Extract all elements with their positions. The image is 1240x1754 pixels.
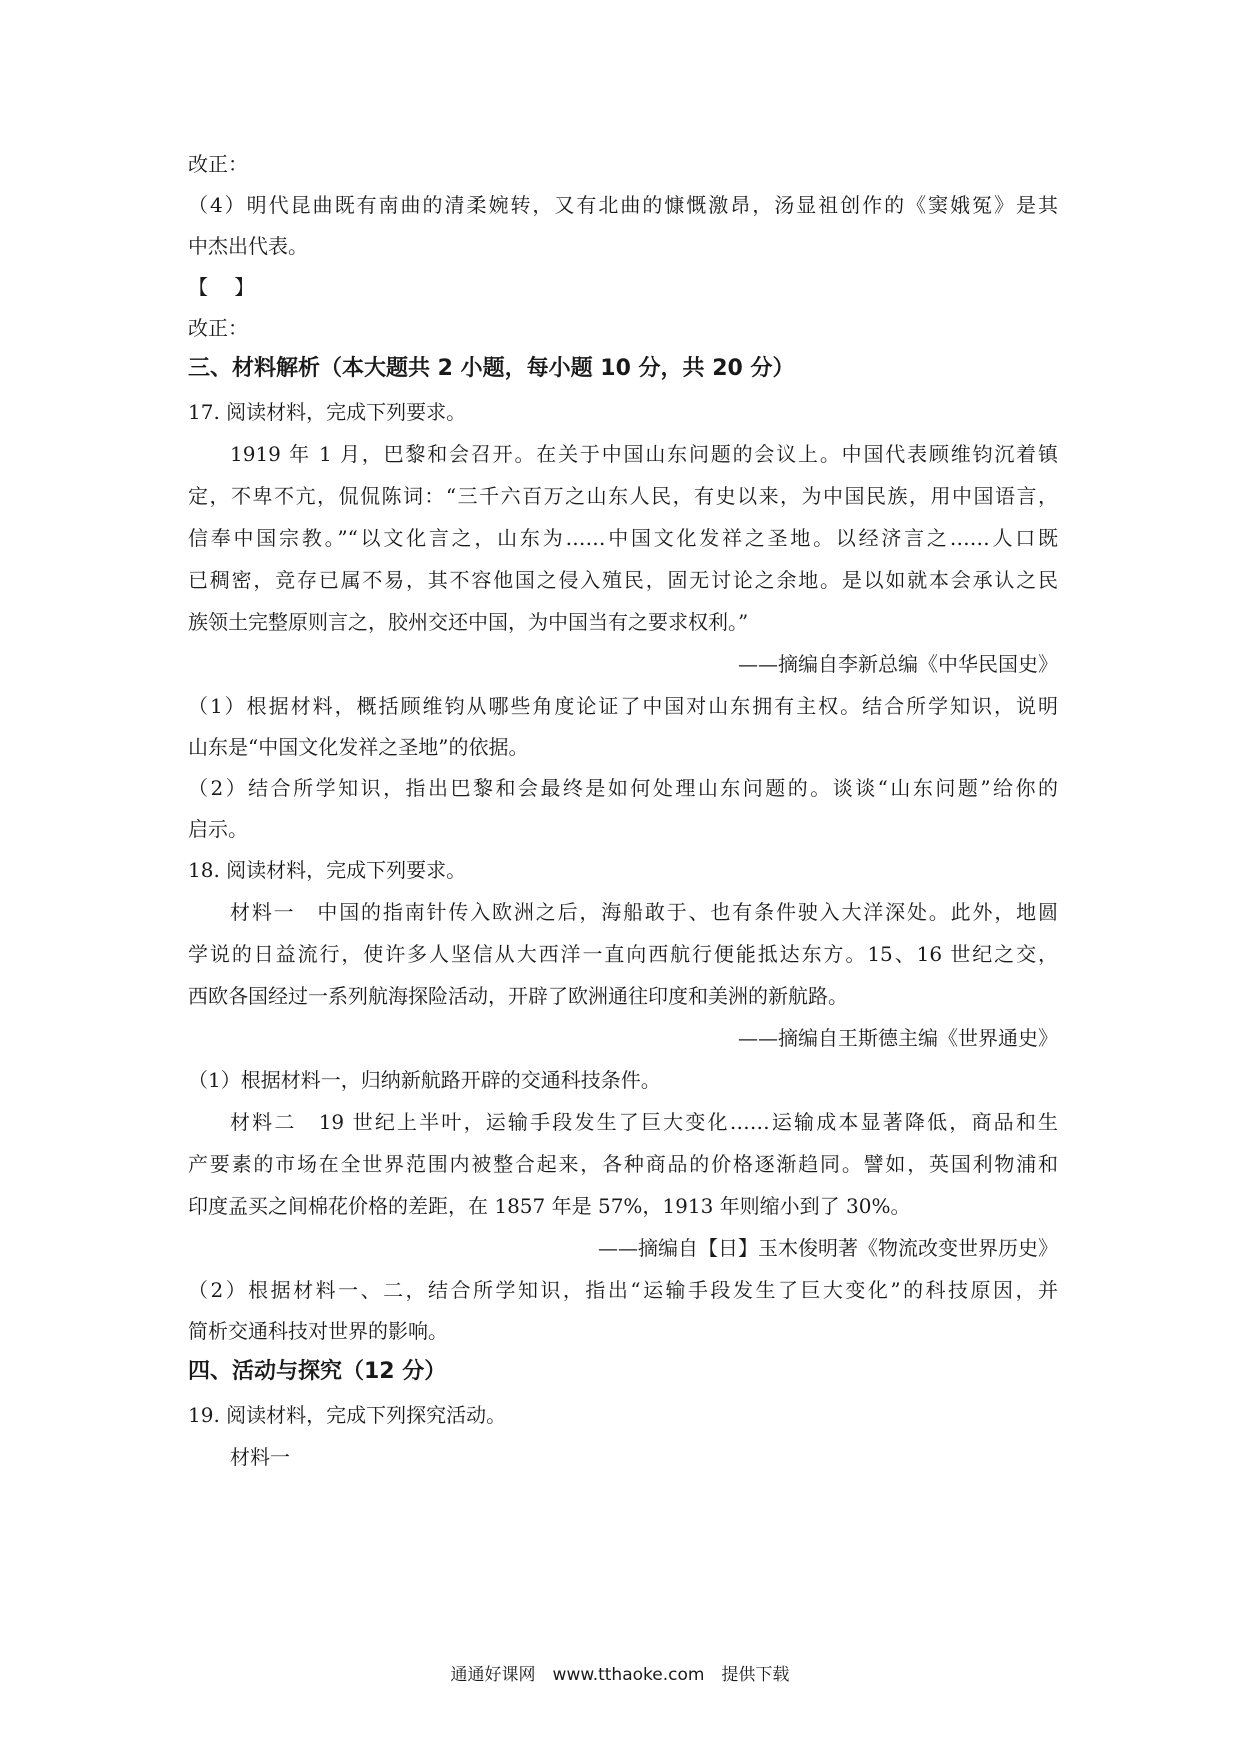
material-18-2-line-2: 产要素的市场在全世界范围内被整合起来，各种商品的价格逐渐趋同。譬如，英国利物浦和 (188, 1152, 1058, 1176)
material-17-line-2: 定，不卑不亢，侃侃陈词：“三千六百万之山东人民，有史以来，为中国民族，用中国语言， (188, 484, 1058, 508)
question-18-1: （1）根据材料一，归纳新航路开辟的交通科技条件。 (188, 1068, 661, 1092)
material-18-1-line-1: 材料一 中国的指南针传入欧洲之后，海船敢于、也有条件驶入大洋深处。此外，地圆 (230, 900, 1058, 924)
material-18-2-source: ——摘编自【日】玉木俊明著《物流改变世界历史》 (598, 1236, 1058, 1260)
material-17-line-3: 信奉中国宗教。”“以文化言之，山东为……中国文化发祥之圣地。以经济言之……人口既 (188, 526, 1058, 550)
correction-label-1: 改正： (188, 152, 248, 176)
material-18-1-line-3: 西欧各国经过一系列航海探险活动，开辟了欧洲通往印度和美洲的新航路。 (188, 984, 848, 1008)
material-17-line-5: 族领土完整原则言之，胶州交还中国，为中国当有之要求权利。” (188, 610, 749, 634)
question-17-1-cont: 山东是“中国文化发祥之圣地”的依据。 (188, 735, 529, 759)
material-18-1-source: ——摘编自王斯德主编《世界通史》 (738, 1026, 1058, 1050)
answer-bracket: 【 】 (188, 275, 255, 299)
section-heading-3: 三、材料解析（本大题共 2 小题，每小题 10 分，共 20 分） (188, 356, 795, 381)
material-17-line-1: 1919 年 1 月，巴黎和会召开。在关于中国山东问题的会议上。中国代表顾维钧沉着镇 (230, 442, 1058, 466)
correction-label-2: 改正： (188, 316, 248, 340)
question-16-item-4-cont: 中杰出代表。 (188, 234, 308, 258)
question-18-2-cont: 简析交通科技对世界的影响。 (188, 1319, 448, 1343)
section-heading-4: 四、活动与探究（12 分） (188, 1359, 447, 1384)
material-18-2-line-1: 材料二 19 世纪上半叶，运输手段发生了巨大变化……运输成本显著降低，商品和生 (230, 1110, 1058, 1134)
material-17-source: ——摘编自李新总编《中华民国史》 (738, 652, 1058, 676)
question-17-prompt: 17. 阅读材料，完成下列要求。 (188, 400, 467, 424)
question-17-2: （2）结合所学知识，指出巴黎和会最终是如何处理山东问题的。谈谈“山东问题”给你的 (188, 776, 1058, 800)
material-18-1-line-2: 学说的日益流行，使许多人坚信从大西洋一直向西航行便能抵达东方。15、16 世纪之交， (188, 942, 1058, 966)
material-17-line-4: 已稠密，竞存已属不易，其不容他国之侵入殖民，固无讨论之余地。是以如就本会承认之民 (188, 568, 1058, 592)
question-18-2: （2）根据材料一、二，结合所学知识，指出“运输手段发生了巨大变化”的科技原因，并 (188, 1278, 1058, 1302)
material-18-2-line-3: 印度孟买之间棉花价格的差距，在 1857 年是 57%，1913 年则缩小到了 30%。 (188, 1194, 911, 1218)
page-footer: 通通好课网 www.tthaoke.com 提供下载 (450, 1665, 790, 1685)
question-18-prompt: 18. 阅读材料，完成下列要求。 (188, 858, 467, 882)
material-19-1-label: 材料一 (230, 1445, 290, 1469)
question-17-2-cont: 启示。 (188, 817, 248, 841)
question-19-prompt: 19. 阅读材料，完成下列探究活动。 (188, 1403, 507, 1427)
question-16-item-4: （4）明代昆曲既有南曲的清柔婉转，又有北曲的慷慨激昂，汤显祖创作的《窦娥冤》是其 (188, 193, 1058, 217)
question-17-1: （1）根据材料，概括顾维钧从哪些角度论证了中国对山东拥有主权。结合所学知识，说明 (188, 694, 1058, 718)
